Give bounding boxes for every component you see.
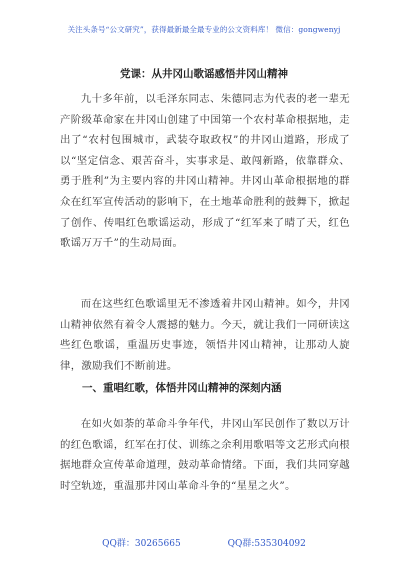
paragraph-section-one: 在如火如荼的革命斗争年代，井冈山军民创作了数以万计的红色歌谣，红军在打仗、训练之余利用歌唱等文艺形式向根据地群众宣传革命道理，鼓动革命情绪。下面，我们共同穿越时空轨迹，重温那井冈山革命斗争的“星星之火”。: [60, 418, 350, 492]
document-title: 党课：从井冈山歌谣感悟井冈山精神: [120, 68, 288, 80]
footer-contacts: [0, 536, 408, 549]
footer-qq-group-2: QQ群:535304092: [227, 539, 306, 549]
paragraph-songs: 而在这些红色歌谣里无不渗透着井冈山精神。如今，井冈山精神依然有着令人震撼的魅力。今天，就让我们一同研读这些红色歌谣，重温历史事迹，领悟井冈山精神，让那动人旋律，激励我们不断前进。: [60, 298, 350, 372]
header-notice: 关注头条号“公文研究”，获得最新最全最专业的公文资料库！ 微信：gongwenyj: [67, 25, 341, 34]
paragraph-intro: 九十多年前，以毛泽东同志、朱德同志为代表的老一辈无产阶级革命家在井冈山创建了中国第一个农村革命根据地，走出了“农村包围城市，武装夺取政权”的井冈山道路，形成了以“坚定信念、艰苦奋斗，实事求是、敢闯新路，依靠群众、勇于胜利”为主要内容的井冈山精神。井冈山革命根据地的群众在红军宣传活动的影响下，在土地革命胜利的鼓舞下，掀起了创作、传唱红色歌谣运动，形成了“红军来了晴了天，红色歌谣万万千”的生动局面。: [60, 93, 350, 250]
section-heading: 一、重唱红歌，体悟井冈山精神的深刻内涵: [82, 382, 282, 394]
footer-qq-group-1: QQ群：30265665: [102, 539, 181, 549]
